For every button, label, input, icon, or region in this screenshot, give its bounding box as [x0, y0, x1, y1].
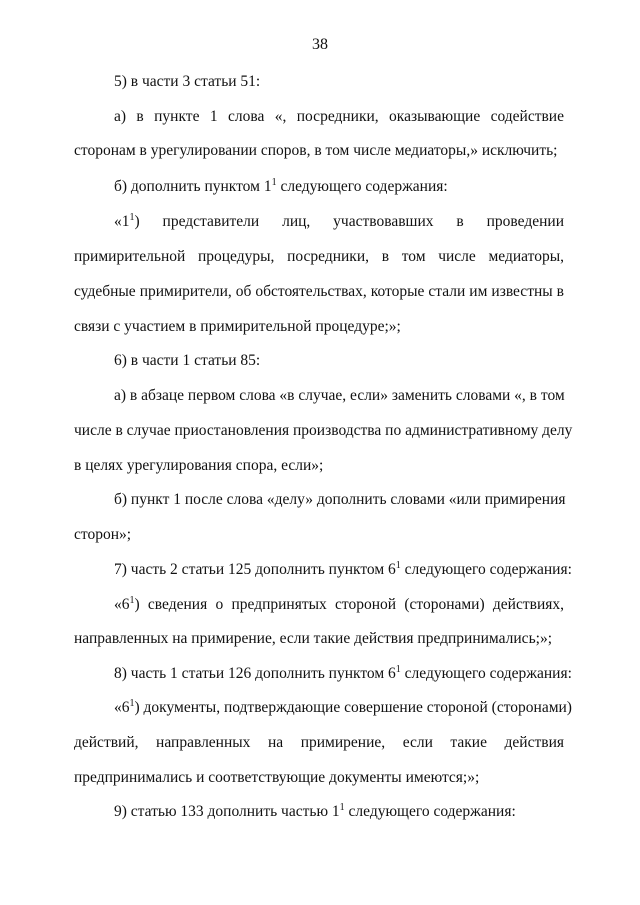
paragraph-line: сторон»;	[74, 526, 132, 543]
paragraph-line: числе в случае приостановления производства по административному делу	[74, 422, 573, 439]
paragraph-line: 8) часть 1 статьи 126 дополнить пунктом $6^1$ следующего содержания:	[114, 664, 572, 682]
superscript: 1	[129, 595, 135, 606]
superscript: 1	[129, 212, 135, 223]
paragraph-line: б) пункт 1 после слова «делу» дополнить словами «или примирения	[114, 491, 566, 508]
superscript: 1	[395, 560, 401, 571]
paragraph-line: 7) часть 2 статьи 125 дополнить пунктом $6^1$ следующего содержания:	[114, 560, 572, 578]
superscript: 1	[129, 698, 135, 709]
paragraph-line: примирительной процедуры, посредники, в том числе медиаторы,	[74, 248, 564, 265]
superscript: 1	[271, 177, 277, 188]
superscript: 1	[395, 664, 401, 675]
paragraph-line: «$1^1$) представители лиц, участвовавших в проведении	[114, 212, 564, 230]
paragraph-line: в целях урегулирования спора, если»;	[74, 457, 324, 474]
paragraph-line: а) в абзаце первом слова «в случае, если» заменить словами «, в том	[114, 387, 565, 404]
paragraph-line: «$6^1$) сведения о предпринятых стороной (сторонами) действиях,	[114, 595, 564, 613]
page-number: 38	[312, 36, 328, 53]
superscript: 1	[339, 802, 345, 813]
paragraph-line: судебные примирители, об обстоятельствах, которые стали им известны в	[74, 283, 564, 300]
paragraph-line: а) в пункте 1 слова «, посредники, оказывающие содействие	[114, 108, 564, 125]
paragraph-line: б) дополнить пунктом $1^1$ следующего содержания:	[114, 177, 448, 195]
paragraph-line: связи с участием в примирительной процедуре;»;	[74, 318, 401, 335]
paragraph-line: 5) в части 3 статьи 51:	[114, 73, 261, 90]
paragraph-line: 9) статью 133 дополнить частью $1^1$ следующего содержания:	[114, 802, 516, 820]
paragraph-line: предпринимались и соответствующие документы имеются;»;	[74, 769, 480, 786]
paragraph-line: направленных на примирение, если такие действия предпринимались;»;	[74, 630, 552, 647]
paragraph-line: «$6^1$) документы, подтверждающие совершение стороной (сторонами)	[114, 698, 572, 716]
paragraph-line: 6) в части 1 статьи 85:	[114, 352, 261, 369]
paragraph-line: действий, направленных на примирение, если такие действия	[74, 734, 564, 751]
paragraph-line: сторонам в урегулировании споров, в том числе медиаторы,» исключить;	[74, 142, 558, 159]
